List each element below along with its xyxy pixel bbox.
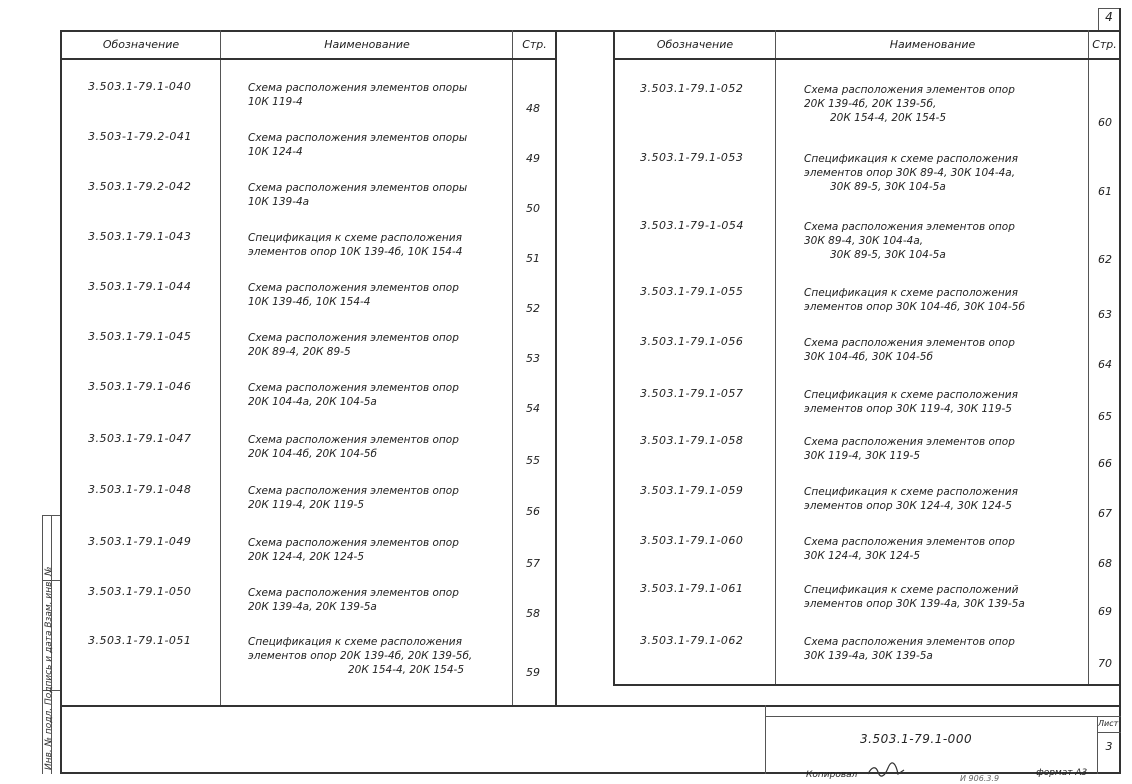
row-code: 3.503.1-79.1-053 — [640, 151, 744, 164]
row-name-line: 20К 154-4, 20К 154-5 — [348, 664, 465, 676]
row-page: 66 — [1098, 457, 1112, 470]
row-page: 57 — [526, 557, 540, 570]
row-name-line: элементов опор 20К 139-4б, 20К 139-5б, — [248, 650, 473, 662]
row-name-line: 20К 139-4а, 20К 139-5а — [248, 601, 377, 613]
row-name — [248, 81, 467, 109]
row-page: 49 — [526, 152, 540, 165]
row-code: 3.503.1-79.1-046 — [88, 380, 192, 393]
row-name-line: Схема расположения элементов опор — [804, 536, 1015, 548]
row-name-line: 20К 154-4, 20К 154-5 — [830, 112, 947, 124]
row-code: 3.503.1-79.1-043 — [88, 230, 192, 243]
footer-copied-by: Копировал — [806, 770, 858, 780]
row-name — [248, 131, 467, 159]
row-name — [248, 635, 472, 677]
row-name-line: 30К 119-4, 30К 119-5 — [804, 450, 921, 462]
row-code: 3.503-1-79.2-041 — [88, 130, 192, 143]
corner-page-number: 4 — [1105, 10, 1113, 24]
row-name-line: Схема расположения элементов опор — [248, 485, 459, 497]
row-page: 70 — [1098, 657, 1112, 670]
row-name-line: 30К 89-5, 30К 104-5а — [830, 181, 946, 193]
row-page: 58 — [526, 607, 540, 620]
row-code: 3.503.1-79.1-048 — [88, 483, 192, 496]
row-name-line: 10К 139-4а — [248, 196, 310, 208]
row-name-line: 30К 104-4б, 30К 104-5б — [804, 351, 933, 363]
row-code: 3.503.1-79.1-040 — [88, 80, 192, 93]
row-name — [804, 635, 1015, 663]
row-name-line: 20К 119-4, 20К 119-5 — [248, 499, 365, 511]
copier-signature — [866, 762, 906, 784]
left-header-page: Стр. — [522, 38, 547, 51]
row-page: 64 — [1098, 358, 1112, 371]
row-code: 3.503.1-79.1-051 — [88, 634, 192, 647]
row-name — [248, 484, 459, 512]
row-name — [804, 535, 1015, 563]
row-name — [248, 433, 459, 461]
right-header-page: Стр. — [1092, 38, 1117, 51]
row-code: 3.503.1-79.1-050 — [88, 585, 192, 598]
footer-inventory: И 906.3.9 — [960, 774, 1000, 783]
row-name — [804, 152, 1018, 194]
row-name-line: Схема расположения элементов опор — [248, 332, 459, 344]
row-name-line: элементов опор 30К 89-4, 30К 104-4а, — [804, 167, 1016, 179]
left-header-designation: Обозначение — [102, 38, 180, 51]
row-name-line: Схема расположения элементов опоры — [248, 132, 468, 144]
row-name — [248, 281, 459, 309]
row-name — [248, 381, 459, 409]
row-code: 3.503.1-79.1-044 — [88, 280, 192, 293]
row-name — [804, 286, 1025, 314]
row-page: 69 — [1098, 605, 1112, 618]
row-code: 3.503.1-79.1-049 — [88, 535, 192, 548]
row-name-line: Схема расположения элементов опор — [248, 587, 459, 599]
row-code: 3.503.1-79.1-055 — [640, 285, 744, 298]
row-name-line: Схема расположения элементов опор — [804, 337, 1015, 349]
row-name-line: 30К 89-5, 30К 104-5а — [830, 249, 946, 261]
row-name — [804, 485, 1018, 513]
row-name-line: Спецификация к схеме расположения — [804, 287, 1018, 299]
row-name-line: Схема расположения элементов опор — [248, 382, 459, 394]
row-name-line: 10К 139-4б, 10К 154-4 — [248, 296, 371, 308]
row-code: 3.503.1-79.1-060 — [640, 534, 744, 547]
row-page: 54 — [526, 402, 540, 415]
row-name-line: элементов опор 10К 139-4б, 10К 154-4 — [248, 246, 463, 258]
sheet-number: 3 — [1105, 740, 1113, 753]
row-code: 3.503.1-79.1-056 — [640, 335, 744, 348]
row-name-line: 20К 104-4а, 20К 104-5а — [248, 396, 377, 408]
row-page: 63 — [1098, 308, 1112, 321]
row-code: 3.503.1-79.1-052 — [640, 82, 744, 95]
sheet-label: Лист — [1098, 719, 1119, 728]
row-name-line: Схема расположения элементов опор — [248, 282, 459, 294]
row-code: 3.503.1-79-1-054 — [640, 219, 744, 232]
row-name-line: элементов опор 30К 104-4б, 30К 104-5б — [804, 301, 1025, 313]
row-name-line: Схема расположения элементов опор — [248, 537, 459, 549]
row-name-line: 10К 124-4 — [248, 146, 303, 158]
row-name-line: Схема расположения элементов опор — [248, 434, 459, 446]
row-name-line: Схема расположения элементов опоры — [248, 182, 468, 194]
row-name-line: 10К 119-4 — [248, 96, 303, 108]
row-name-line: 30К 124-4, 30К 124-5 — [804, 550, 921, 562]
row-name — [804, 83, 1015, 125]
row-name-line: 20К 89-4, 20К 89-5 — [248, 346, 351, 358]
row-name-line: элементов опор 30К 124-4, 30К 124-5 — [804, 500, 1012, 512]
row-page: 60 — [1098, 116, 1112, 129]
row-page: 59 — [526, 666, 540, 679]
row-name — [804, 388, 1018, 416]
row-name-line: элементов опор 30К 119-4, 30К 119-5 — [804, 403, 1012, 415]
row-code: 3.503.1-79.1-059 — [640, 484, 744, 497]
row-name-line: Схема расположения элементов опоры — [248, 82, 468, 94]
row-name-line: 30К 89-4, 30К 104-4а, — [804, 235, 924, 247]
row-name-line: Спецификация к схеме расположения — [248, 232, 462, 244]
row-page: 56 — [526, 505, 540, 518]
side-stamp: Инв. № подл. Подпись и дата Взам. инв. № — [44, 566, 54, 770]
row-name-line: Схема расположения элементов опор — [804, 84, 1015, 96]
row-name — [804, 583, 1025, 611]
row-name — [248, 181, 467, 209]
row-name-line: Схема расположения элементов опор — [804, 221, 1015, 233]
row-name-line: Схема расположения элементов опор — [804, 436, 1015, 448]
row-page: 62 — [1098, 253, 1112, 266]
footer-format: формат А3 — [1036, 768, 1088, 778]
row-name — [248, 586, 459, 614]
row-page: 61 — [1098, 185, 1112, 198]
row-name — [804, 220, 1015, 262]
left-header-name: Наименование — [324, 38, 410, 51]
row-name-line: Спецификация к схеме расположения — [804, 389, 1018, 401]
row-name-line: 20К 124-4, 20К 124-5 — [248, 551, 365, 563]
row-code: 3.503.1-79.1-062 — [640, 634, 744, 647]
row-name — [248, 331, 459, 359]
row-name-line: Спецификация к схеме расположения — [804, 153, 1018, 165]
row-page: 51 — [526, 252, 540, 265]
row-name-line: Спецификация к схеме расположений — [804, 584, 1019, 596]
right-header-name: Наименование — [889, 38, 976, 51]
row-name-line: 30К 139-4а, 30К 139-5а — [804, 650, 933, 662]
row-name-line: Спецификация к схеме расположения — [248, 636, 462, 648]
row-page: 53 — [526, 352, 540, 365]
row-code: 3.503.1-79.1-045 — [88, 330, 192, 343]
row-page: 65 — [1098, 410, 1112, 423]
row-code: 3.503.1-79.2-042 — [88, 180, 192, 193]
row-code: 3.503.1-79.1-061 — [640, 582, 744, 595]
row-page: 55 — [526, 454, 540, 467]
row-name-line: Спецификация к схеме расположения — [804, 486, 1018, 498]
row-name-line: 20К 139-4б, 20К 139-5б, — [804, 98, 937, 110]
doc-code: 3.503.1-79.1-000 — [860, 732, 973, 746]
row-code: 3.503.1-79.1-047 — [88, 432, 192, 445]
row-page: 48 — [526, 102, 540, 115]
row-name — [248, 536, 459, 564]
row-name-line: Схема расположения элементов опор — [804, 636, 1015, 648]
row-page: 67 — [1098, 507, 1112, 520]
row-name — [804, 336, 1015, 364]
row-page: 68 — [1098, 557, 1112, 570]
row-name — [248, 231, 462, 259]
row-code: 3.503.1-79.1-058 — [640, 434, 744, 447]
right-header-designation: Обозначение — [656, 38, 734, 51]
row-name-line: 20К 104-4б, 20К 104-5б — [248, 448, 377, 460]
row-name — [804, 435, 1015, 463]
row-name-line: элементов опор 30К 139-4а, 30К 139-5а — [804, 598, 1025, 610]
row-page: 50 — [526, 202, 540, 215]
row-page: 52 — [526, 302, 540, 315]
row-code: 3.503.1-79.1-057 — [640, 387, 744, 400]
